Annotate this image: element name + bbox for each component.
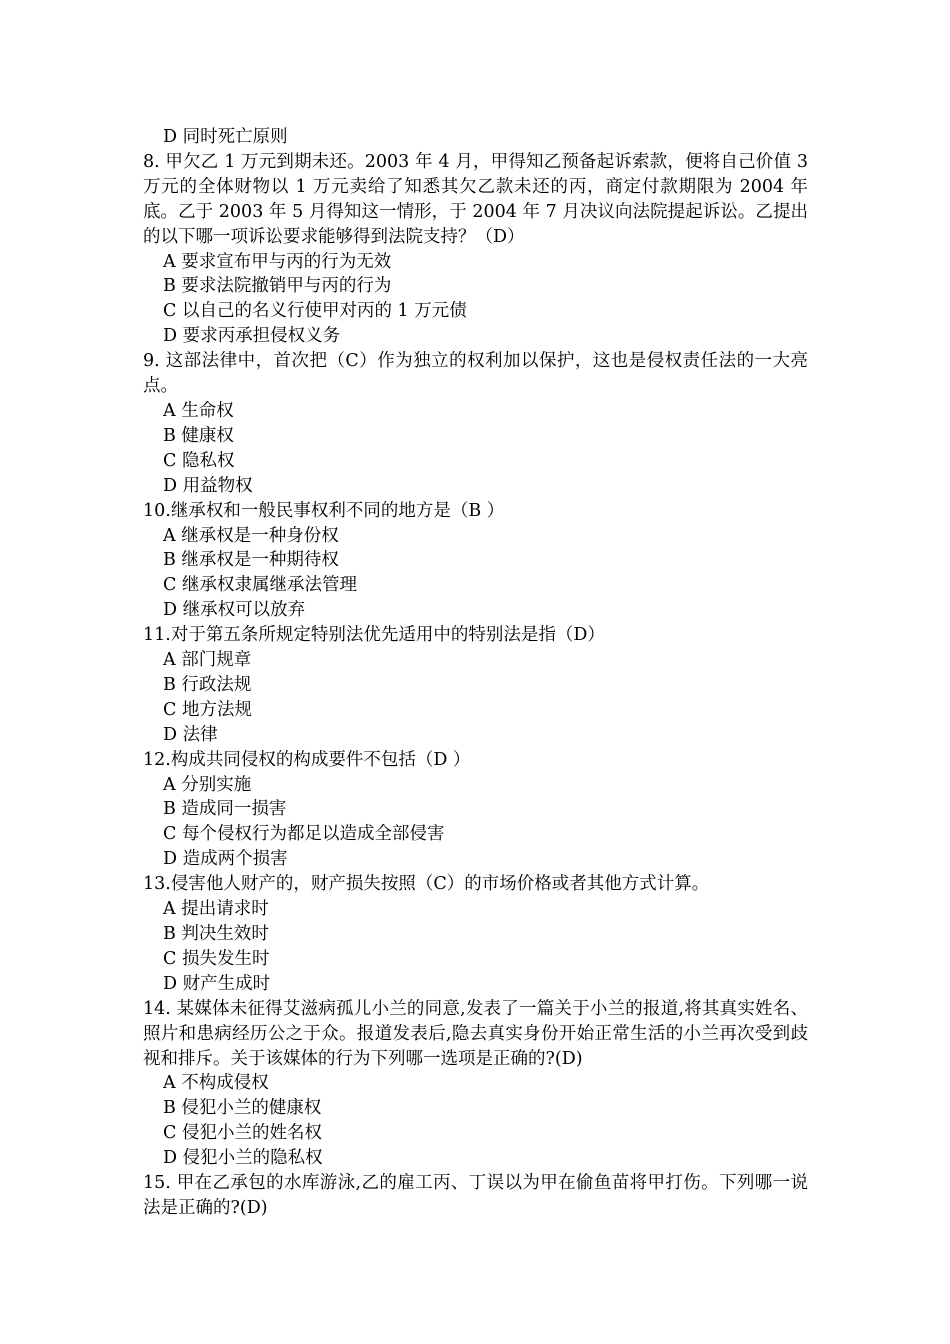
question-13-option-d: D 财产生成时 — [163, 973, 271, 994]
question-9-text: 9. 这部法律中，首次把（C）作为独立的权利加以保护，这也是侵权责任法的一大亮点。 — [143, 351, 808, 397]
question-11-option-b: B 行政法规 — [163, 674, 252, 695]
question-8-option-c: C 以自己的名义行使甲对丙的 1 万元债 — [163, 301, 467, 322]
question-14 — [143, 997, 808, 1171]
question-9 — [143, 349, 808, 498]
question-12 — [143, 748, 808, 873]
question-10-option-c: C 继承权隶属继承法管理 — [163, 575, 357, 596]
question-14-option-b: B 侵犯小兰的健康权 — [163, 1098, 322, 1119]
question-15-text: 15. 甲在乙承包的水库游泳,乙的雇工丙、丁误以为甲在偷鱼苗将甲打伤。下列哪一说法是正确的?(D) — [143, 1173, 808, 1218]
question-14-option-d: D 侵犯小兰的隐私权 — [163, 1148, 323, 1169]
question-8-option-b: B 要求法院撤销甲与丙的行为 — [163, 276, 392, 297]
question-12-option-a: A 分别实施 — [163, 774, 252, 795]
question-13-text: 13.侵害他人财产的，财产损失按照（C）的市场价格或者其他方式计算。 — [143, 874, 710, 895]
question-12-option-c: C 每个侵权行为都足以造成全部侵害 — [163, 824, 445, 845]
question-12-text: 12.构成共同侵权的构成要件不包括（D ） — [143, 749, 471, 770]
question-8 — [143, 150, 808, 349]
document-body — [143, 125, 808, 1221]
question-13-option-b: B 判决生效时 — [163, 924, 269, 944]
question-9-option-b: B 健康权 — [163, 425, 234, 446]
question-11-text: 11.对于第五条所规定特别法优先适用中的特别法是指（D） — [143, 625, 605, 646]
question-7-option-d: D 同时死亡原则 — [163, 127, 288, 147]
question-10-option-b: B 继承权是一种期待权 — [163, 550, 339, 571]
question-14-option-c: C 侵犯小兰的姓名权 — [163, 1123, 322, 1144]
question-11 — [143, 623, 808, 748]
question-9-option-d: D 用益物权 — [163, 475, 253, 496]
question-7-tail — [143, 125, 808, 150]
question-15 — [143, 1171, 808, 1221]
question-10-text: 10.继承权和一般民事权利不同的地方是（B ） — [143, 500, 505, 521]
question-13 — [143, 872, 808, 997]
question-9-option-a: A 生命权 — [163, 400, 234, 421]
question-11-option-a: A 部门规章 — [163, 650, 252, 671]
question-11-option-d: D 法律 — [163, 724, 218, 745]
question-9-option-c: C 隐私权 — [163, 450, 235, 471]
question-8-option-d: D 要求丙承担侵权义务 — [163, 326, 341, 347]
question-10-option-a: A 继承权是一种身份权 — [163, 525, 339, 546]
question-14-option-a: A 不构成侵权 — [163, 1073, 269, 1094]
question-10 — [143, 499, 808, 624]
question-10-option-d: D 继承权可以放弃 — [163, 600, 306, 621]
question-8-option-a: A 要求宣布甲与丙的行为无效 — [163, 251, 392, 272]
question-8-text: 8. 甲欠乙 1 万元到期未还。2003 年 4 月，甲得知乙预备起诉索款，便将自己价值 3 万元的全体财物以 1 万元卖给了知悉其欠乙款未还的丙，商定付款期限为 2004 年底。乙于 2003 年 5 月得知这一情形，于 2004 年 7 月决议向法院提起诉讼。乙提出的以下哪一项诉讼要求能够得到法院支持？（D） — [143, 151, 808, 247]
question-12-option-b: B 造成同一损害 — [163, 799, 287, 820]
question-14-text: 14. 某媒体未征得艾滋病孤儿小兰的同意,发表了一篇关于小兰的报道,将其真实姓名、照片和患病经历公之于众。报道发表后,隐去真实身份开始正常生活的小兰再次受到歧视和排斥。关于该媒体的行为下列哪一选项是正确的?(D) — [143, 998, 808, 1069]
question-13-option-a: A 提出请求时 — [163, 899, 269, 920]
question-13-option-c: C 损失发生时 — [163, 948, 270, 969]
question-12-option-d: D 造成两个损害 — [163, 849, 288, 870]
question-11-option-c: C 地方法规 — [163, 699, 252, 720]
